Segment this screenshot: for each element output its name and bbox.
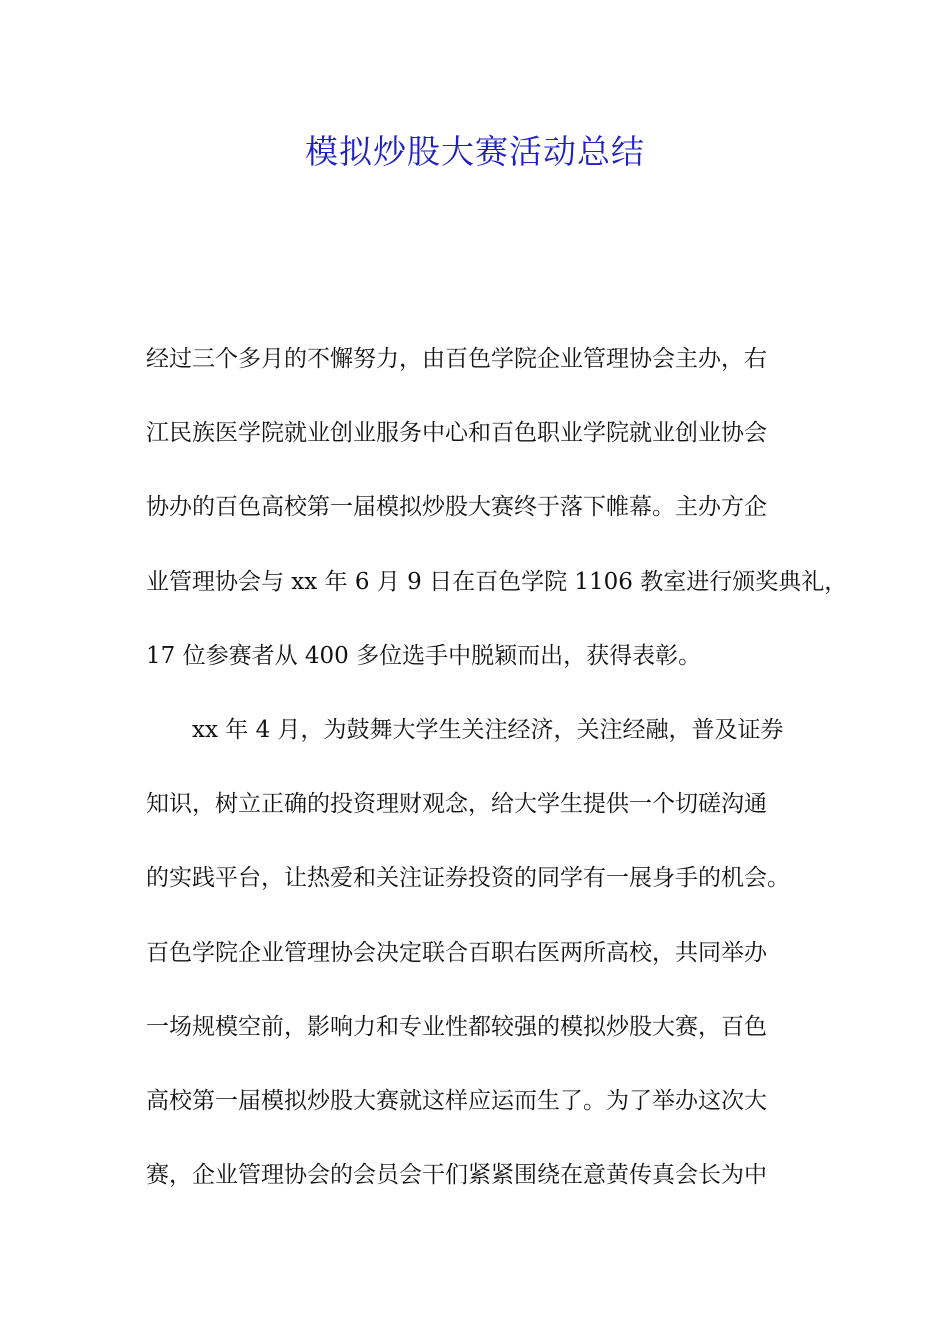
body-line: 一场规模空前，影响力和专业性都较强的模拟炒股大赛，百色 <box>146 1013 767 1040</box>
body-line: 17 位参赛者从 400 多位选手中脱颖而出，获得表彰。 <box>146 642 702 669</box>
body-line-paragraph-start: xx 年 4 月，为鼓舞大学生关注经济，关注经融，普及证券 <box>192 716 784 743</box>
document-title: 模拟炒股大赛活动总结 <box>305 132 645 171</box>
body-line: 百色学院企业管理协会决定联合百职右医两所高校，共同举办 <box>146 939 767 966</box>
body-line: 知识，树立正确的投资理财观念，给大学生提供一个切磋沟通 <box>146 791 767 818</box>
body-line: 的实践平台，让热爱和关注证券投资的同学有一展身手的机会。 <box>146 865 790 892</box>
body-line: 协办的百色高校第一届模拟炒股大赛终于落下帷幕。主办方企 <box>146 494 767 521</box>
document-body <box>146 337 848 1227</box>
body-line: 经过三个多月的不懈努力，由百色学院企业管理协会主办，右 <box>146 346 767 372</box>
body-line: 业管理协会与 xx 年 6 月 9 日在百色学院 1106 教室进行颁奖典礼， <box>146 568 848 595</box>
body-line: 赛，企业管理协会的会员会干们紧紧围绕在意黄传真会长为中 <box>146 1162 767 1189</box>
body-line: 高校第一届模拟炒股大赛就这样应运而生了。为了举办这次大 <box>146 1087 767 1114</box>
body-line: 江民族医学院就业创业服务中心和百色职业学院就业创业协会 <box>146 420 767 447</box>
